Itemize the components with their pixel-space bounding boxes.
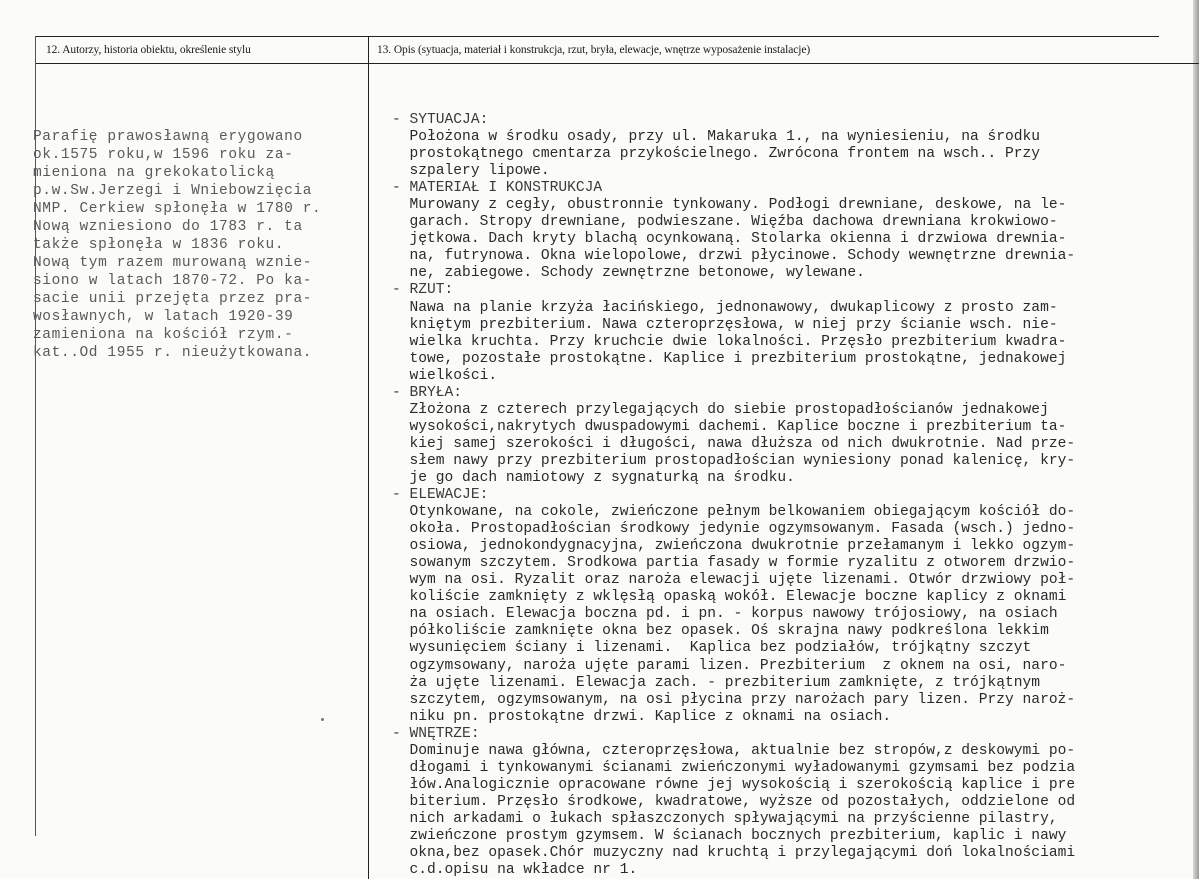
- description-line: wysokości,nakrytych dwuspadowymi dachemi. Kaplice boczne i prezbiterium ta-: [392, 418, 1067, 435]
- description-heading: - ELEWACJE:: [392, 487, 489, 504]
- description-line: kiej samej szerokości i długości, nawa dłuższa od nich dwukrotnie. Nad prze-: [392, 435, 1076, 452]
- table-top-rule: [35, 36, 1159, 37]
- description-line: na osiach. Elewacja boczna pd. i pn. - korpus nawowy trójosiowy, na osiach: [392, 606, 1058, 623]
- description-line: Złożona z czterech przylegających do siebie prostopadłościanów jednakowej: [392, 401, 1049, 418]
- history-line: Parafię prawosławną erygowano: [33, 129, 303, 145]
- history-line: Nową wzniesiono do 1783 r. ta: [33, 219, 303, 235]
- description-line: ża ujęte lizenami. Elewacja zach. - prezbiterium zamknięte, z trójkątnym: [392, 674, 1041, 691]
- description-line: na, futrynowa. Okna wielopolowe, drzwi płycinowe. Schody wewnętrzne drewnia-: [392, 248, 1076, 265]
- history-line: sacie unii przejęta przez pra-: [33, 291, 313, 307]
- description-line: koliście zamknięty z wklęsłą opaską wokół. Elewacje boczne kaplicy z oknami: [392, 589, 1067, 606]
- history-line: wosławnych, w latach 1920-39: [33, 309, 294, 325]
- description-line: półkoliście zamknięte okna bez opasek. Oś skrajna nawy podkreślona lekkim: [392, 623, 1049, 640]
- description-heading: - WNĘTRZE:: [392, 725, 480, 742]
- description-line: zwieńczone prostym gzymsem. W ścianach bocznych prezbiterium, kaplic i nawy: [392, 827, 1067, 844]
- description-line: Położona w środku osady, przy ul. Makaruka 1., na wyniesieniu, na środku: [392, 129, 1041, 146]
- description-line: Dominuje nawa główna, czteroprzęsłowa, aktualnie bez stropów,z deskowymi po-: [392, 742, 1076, 759]
- description-line: biterium. Przęsło środkowe, kwadratowe, wyższe od pozostałych, oddzielone od: [392, 793, 1076, 810]
- history-line: mieniona na grekokatolicką: [33, 165, 275, 181]
- description-heading: - SYTUACJA:: [392, 112, 489, 128]
- description-line: okoła. Prostopadłościan środkowy jedynie ogzymsowanym. Fasada (wsch.) jedno-: [392, 521, 1076, 538]
- description-line: wym na osi. Ryzalit oraz naroża elewacji ujęte lizenami. Otwór drzwiowy poł-: [392, 572, 1076, 589]
- description-line: nich arkadami o łukach spłaszczonych spływającymi na przyścienne pilastry,: [392, 810, 1058, 827]
- history-line: siono w latach 1870-72. Po ka-: [33, 273, 313, 289]
- description-heading: - RZUT:: [392, 282, 454, 299]
- history-line: kat..Od 1955 r. nieużytkowana.: [33, 345, 313, 361]
- description-line: garach. Stropy drewniane, podwieszane. Więźba dachowa drewniana krokwiowo-: [392, 214, 1058, 231]
- header-bottom-rule: [35, 63, 1199, 64]
- description-line: jętkowa. Dach kryty blachą ocynkowaną. Stolarka okienna i drzwiowa drewnia-: [392, 231, 1067, 248]
- description-line: c.d.opisu na wkładce nr 1.: [392, 862, 638, 879]
- description-line: kniętym prezbiterium. Nawa czteroprzęsłowa, w niej przy ścianie wsch. nie-: [392, 316, 1058, 333]
- description-line: ne, zabiegowe. Schody zewnętrzne betonowe, wylewane.: [392, 265, 865, 282]
- history-line: p.w.Sw.Jerzegi i Wniebowzięcia: [33, 183, 313, 199]
- description-line: niku pn. prostokątne drzwi. Kaplice z oknami na osiach.: [392, 708, 892, 725]
- description-line: sowanym szczytem. Srodkowa partia fasady w formie ryzalitu z otworem drzwio-: [392, 555, 1076, 572]
- description-line: szczytem, ogzymsowanym, na osi płycina przy narożach pary lizen. Przy naroż-: [392, 691, 1076, 708]
- description-text-block: [392, 112, 1197, 879]
- description-line: Otynkowane, na cokole, zwieńczone pełnym belkowaniem obiegającym kościół do-: [392, 504, 1076, 521]
- description-line: okna,bez opasek.Chór muzyczny nad kruchtą i przylegającymi doń lokalnościami: [392, 845, 1076, 862]
- description-line: osiowa, jednokondygnacyjna, zwieńczona dwukrotnie przełamanym i lekko ogzym-: [392, 538, 1076, 555]
- description-heading: - BRYŁA:: [392, 384, 463, 401]
- description-line: łów.Analogicznie opracowane równe jej wysokością i szerokością kaplice i pre: [392, 776, 1076, 793]
- section-12-heading: 12. Autorzy, historia obiektu, określenie stylu: [46, 44, 251, 56]
- description-line: słem nawy przy prezbiterium prostopadłościan wyniesiony ponad kalenicę, kry-: [392, 452, 1076, 469]
- description-line: ogzymsowany, naroża ujęte parami lizen. Prezbiterium z oknem na osi, naro-: [392, 657, 1067, 674]
- description-line: dłogami i tynkowanymi ścianami zwieńczonymi wyładowanymi gzymsami bez podzia: [392, 759, 1076, 776]
- history-line: także spłonęła w 1836 roku.: [33, 237, 285, 253]
- description-line: wielkości.: [392, 367, 498, 384]
- description-heading: - MATERIAŁ I KONSTRUKCJA: [392, 180, 603, 197]
- description-line: prostokątnego cmentarza przykościelnego. Zwrócona frontem na wsch.. Przy: [392, 146, 1041, 163]
- description-line: wielka kruchta. Przy kruchcie dwie lokalności. Przęsło prezbiterium kwadra-: [392, 333, 1067, 350]
- description-line: szpalery lipowe.: [392, 163, 550, 180]
- column-divider: [368, 36, 369, 879]
- history-line: zamieniona na kościół rzym.-: [33, 327, 294, 343]
- history-text-block: [33, 128, 321, 362]
- description-line: Nawa na planie krzyża łacińskiego, jednonawowy, dwukaplicowy z prosto zam-: [392, 299, 1058, 316]
- section-13-heading: 13. Opis (sytuacja, materiał i konstrukcja, rzut, bryła, elewacje, wnętrze wyposażenie instalacje): [377, 44, 811, 56]
- history-line: NMP. Cerkiew spłonęła w 1780 r.: [33, 201, 322, 217]
- description-line: towe, pozostałe prostokątne. Kaplice i prezbiterium prostokątne, jednakowej: [392, 350, 1067, 367]
- history-line: ok.1575 roku,w 1596 roku za-: [33, 147, 294, 163]
- description-line: je go dach namiotowy z sygnaturką na środku.: [392, 469, 795, 486]
- description-line: wysunięciem ściany i lizenami. Kaplica bez podziałów, trójkątny szczyt: [392, 640, 1032, 657]
- history-line: Nową tym razem murowaną wznie-: [33, 255, 313, 271]
- scan-speck: [321, 718, 324, 721]
- description-line: Murowany z cegły, obustronnie tynkowany. Podłogi drewniane, deskowe, na le-: [392, 197, 1067, 214]
